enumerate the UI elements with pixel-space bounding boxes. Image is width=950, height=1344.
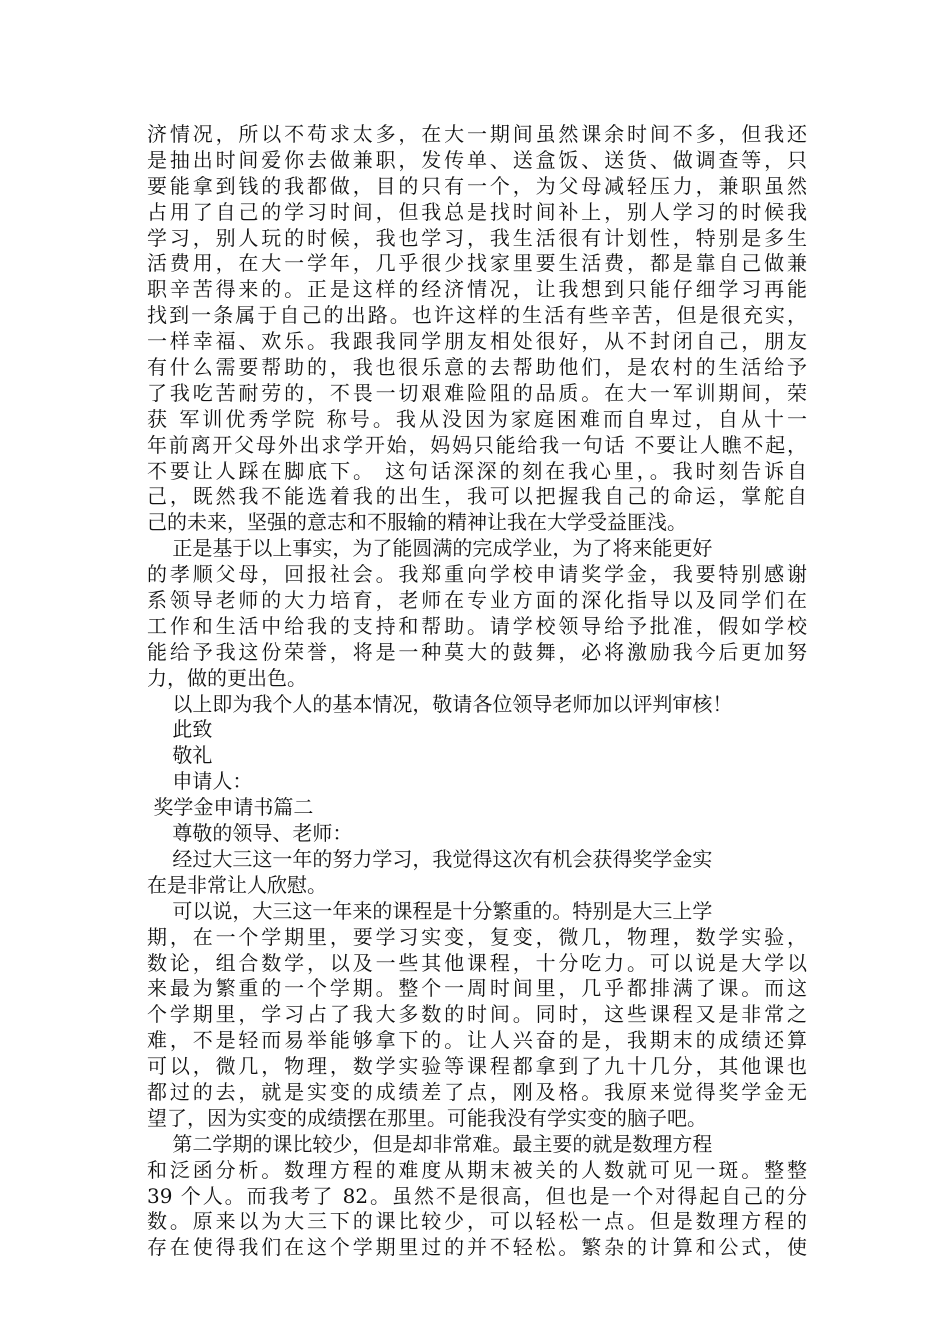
- text-line: 了我吃苦耐劳的，不畏一切艰难险阻的品质。在大一军训期间，荣: [147, 380, 807, 405]
- text-line: 活费用，在大一学年，几乎很少找家里要生活费，都是靠自己做兼: [147, 251, 807, 276]
- text-line: 年前离开父母外出求学开始，妈妈只能给我一句话 不要让人瞧不起，: [147, 432, 807, 457]
- text-line: 正是基于以上事实，为了能圆满的完成学业，为了将来能更好: [147, 536, 713, 561]
- text-line: 39 个人。而我考了 82。虽然不是很高，但也是一个对得起自己的分: [147, 1183, 807, 1208]
- text-line: 和泛函分析。数理方程的难度从期末被关的人数就可见一斑。整整: [147, 1157, 807, 1182]
- text-line: 占用了自己的学习时间，但我总是找时间补上，别人学习的时候我: [147, 199, 807, 224]
- text-line: 己的未来，坚强的意志和不服输的精神让我在大学受益匪浅。: [147, 510, 687, 535]
- text-line: 获 军训优秀学院 称号。我从没因为家庭困难而自卑过，自从十一: [147, 406, 807, 431]
- text-line: 奖学金申请书篇二: [147, 795, 314, 820]
- text-line: 可以，微几，物理，数学实验等课程都拿到了九十几分，其他课也: [147, 1054, 807, 1079]
- text-line: 能给予我这份荣誉，将是一种莫大的鼓舞，必将激励我今后更加努: [147, 639, 807, 664]
- text-line: 职辛苦得来的。正是这样的经济情况，让我想到只能仔细学习再能: [147, 277, 807, 302]
- text-line: 数论，组合数学，以及一些其他课程，十分吃力。可以说是大学以: [147, 950, 807, 975]
- text-line: 的孝顺父母，回报社会。我郑重向学校申请奖学金，我要特别感谢: [147, 562, 807, 587]
- text-line: 学习，别人玩的时候，我也学习，我生活很有计划性，特别是多生: [147, 225, 807, 250]
- text-line: 存在使得我们在这个学期里过的并不轻松。繁杂的计算和公式，使: [147, 1235, 807, 1260]
- text-line: 尊敬的领导、老师：: [147, 821, 353, 846]
- text-line: 敬礼: [147, 743, 213, 768]
- text-line: 找到一条属于自己的出路。也许这样的生活有些辛苦，但是很充实，: [147, 303, 807, 328]
- text-line: 不要让人踩在脚底下。 这句话深深的刻在我心里，。我时刻告诉自: [147, 458, 807, 483]
- text-line: 期，在一个学期里，要学习实变，复变，微几，物理，数学实验，: [147, 924, 807, 949]
- text-line: 工作和生活中给我的支持和帮助。请学校领导给予批准，假如学校: [147, 613, 807, 638]
- text-line: 要能拿到钱的我都做，目的只有一个，为父母减轻压力，兼职虽然: [147, 173, 807, 198]
- text-line: 力，做的更出色。: [147, 665, 307, 690]
- text-line: 申请人：: [147, 769, 253, 794]
- text-line: 数。原来以为大三下的课比较少，可以轻松一点。但是数理方程的: [147, 1209, 807, 1234]
- text-line: 第二学期的课比较少，但是却非常难。最主要的就是数理方程: [147, 1131, 713, 1156]
- text-line: 己，既然我不能选着我的出生，我可以把握我自己的命运，掌舵自: [147, 484, 807, 509]
- text-line: 难，不是轻而易举能够拿下的。让人兴奋的是，我期末的成绩还算: [147, 1028, 807, 1053]
- text-line: 此致: [147, 717, 213, 742]
- text-line: 在是非常让人欣慰。: [147, 872, 327, 897]
- text-line: 济情况，所以不苟求太多，在大一期间虽然课余时间不多，但我还: [147, 122, 807, 146]
- text-line: 是抽出时间爱你去做兼职，发传单、送盒饭、送货、做调查等，只: [147, 147, 807, 172]
- text-line: 以上即为我个人的基本情况，敬请各位领导老师加以评判审核！: [147, 691, 733, 716]
- text-line: 系领导老师的大力培育，老师在专业方面的深化指导以及同学们在: [147, 588, 807, 613]
- text-line: 都过的去，就是实变的成绩差了点，刚及格。我原来觉得奖学金无: [147, 1079, 807, 1104]
- text-line: 望了，因为实变的成绩摆在那里。可能我没有学实变的脑子吧。: [147, 1105, 707, 1130]
- text-line: 有什么需要帮助的，我也很乐意的去帮助他们，是农村的生活给予: [147, 355, 807, 380]
- text-line: 可以说，大三这一年来的课程是十分繁重的。特别是大三上学: [147, 898, 713, 923]
- text-line: 经过大三这一年的努力学习，我觉得这次有机会获得奖学金实: [147, 846, 713, 871]
- document-page: [147, 122, 807, 1261]
- text-line: 一样幸福、欢乐。我跟我同学朋友相处很好，从不封闭自己，朋友: [147, 329, 807, 354]
- text-line: 个学期里，学习占了我大多数的时间。同时，这些课程又是非常之: [147, 1002, 807, 1027]
- text-line: 来最为繁重的一个学期。整个一周时间里，几乎都排满了课。而这: [147, 976, 807, 1001]
